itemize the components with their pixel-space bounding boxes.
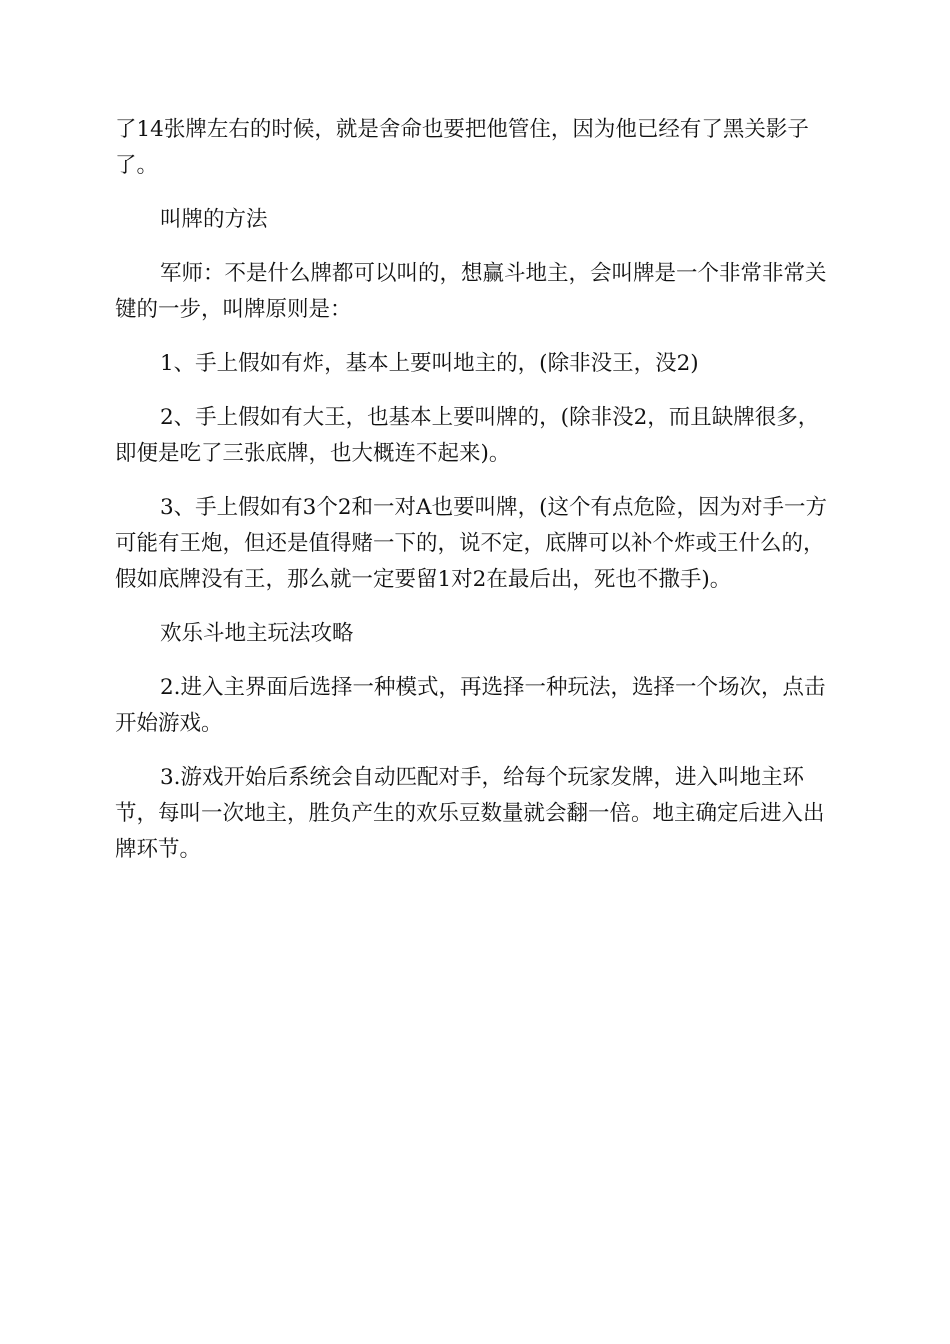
paragraph-bidding-intro: 军师：不是什么牌都可以叫的，想赢斗地主，会叫牌是一个非常非常关键的一步，叫牌原则是： [115, 261, 827, 322]
paragraph-step-3: 3.游戏开始后系统会自动匹配对手，给每个玩家发牌，进入叫地主环节，每叫一次地主，胜负产生的欢乐豆数量就会翻一倍。地主确定后进入出牌环节。 [115, 765, 825, 862]
heading-bidding-method: 叫牌的方法 [160, 207, 268, 232]
paragraph-rule-1: 1、手上假如有炸，基本上要叫地主的，(除非没王，没2) [160, 351, 699, 376]
paragraph-continuation: 了14张牌左右的时候，就是舍命也要把他管住，因为他已经有了黑关影子了。 [115, 117, 809, 178]
paragraph-step-2: 2.进入主界面后选择一种模式，再选择一种玩法，选择一个场次，点击开始游戏。 [115, 675, 826, 736]
paragraph-rule-2: 2、手上假如有大王，也基本上要叫牌的，(除非没2，而且缺牌很多，即便是吃了三张底牌，也大概连不起来)。 [115, 405, 820, 466]
paragraph-rule-3: 3、手上假如有3个2和一对A也要叫牌，(这个有点危险，因为对手一方可能有王炮，但还是值得赌一下的，说不定，底牌可以补个炸或王什么的，假如底牌没有王，那么就一定要留1对2在最后出，死也不撒手)。 [115, 495, 827, 592]
document-body [115, 112, 835, 886]
heading-gameplay-guide: 欢乐斗地主玩法攻略 [160, 621, 354, 646]
